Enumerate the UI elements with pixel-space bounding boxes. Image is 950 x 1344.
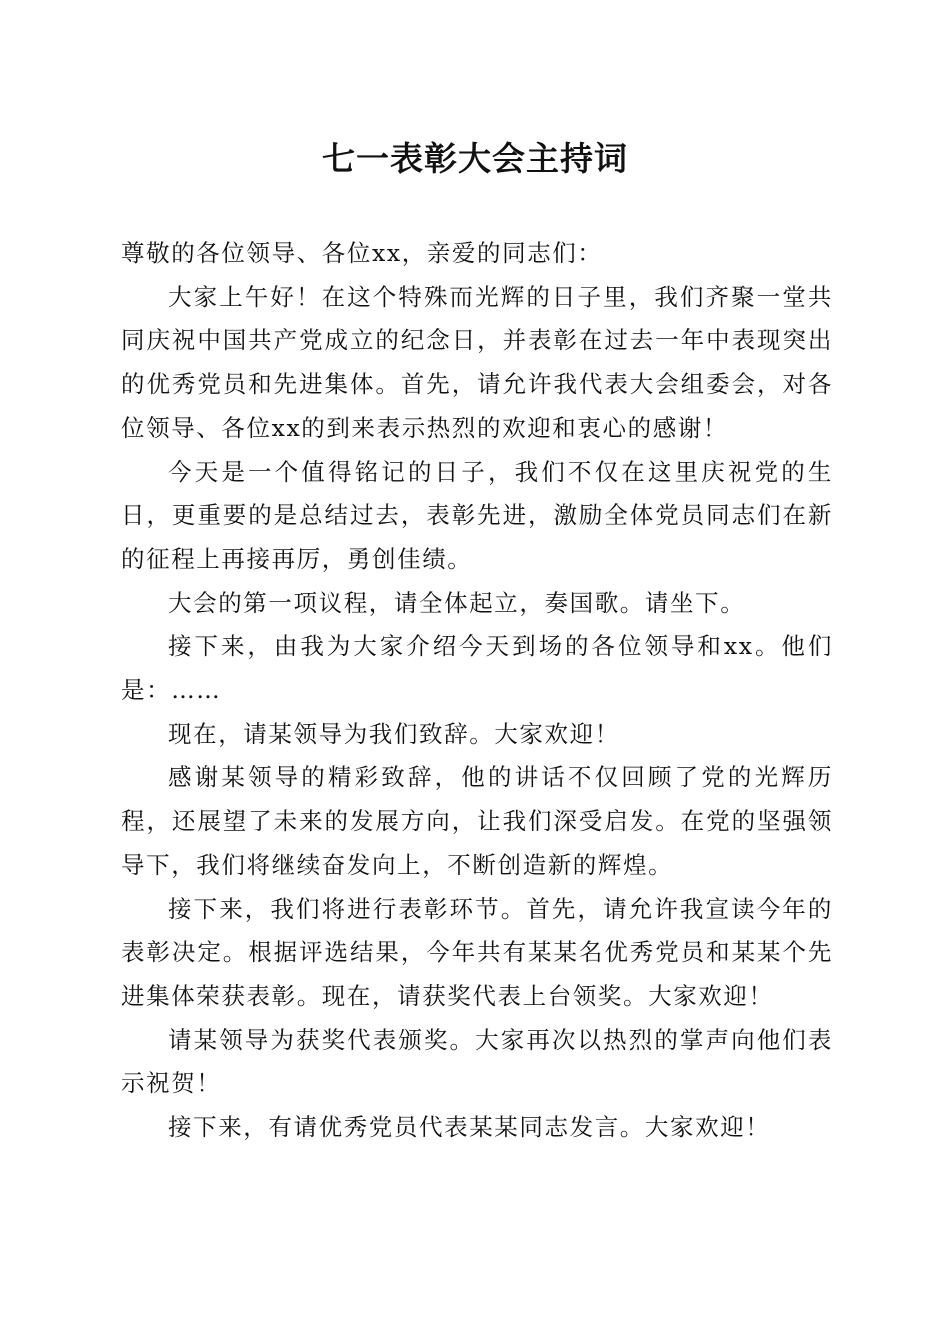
salutation-paragraph: 尊敬的各位领导、各位xx，亲爱的同志们： — [121, 239, 603, 267]
paragraph-introduce-leaders: 接下来，由我为大家介绍今天到场的各位领导和xx。他们是：…… — [121, 632, 833, 705]
paragraph-representative-speech: 接下来，有请优秀党员代表某某同志发言。大家欢迎！ — [168, 1113, 771, 1142]
paragraph-award-presentation: 请某领导为获奖代表颁奖。大家再次以热烈的掌声向他们表示祝贺！ — [121, 1025, 833, 1098]
paragraph-thanks-speech: 感谢某领导的精彩致辞，他的讲话不仅回顾了党的光辉历程，还展望了未来的发展方向，让我们深受启发。在党的坚强领导下，我们将继续奋发向上，不断创造新的辉煌。 — [121, 763, 833, 879]
paragraph-significance: 今天是一个值得铭记的日子，我们不仅在这里庆祝党的生日，更重要的是总结过去，表彰先进，激励全体党员同志们在新的征程上再接再厉，勇创佳绩。 — [121, 457, 833, 573]
document-title: 七一表彰大会主持词 — [322, 139, 628, 178]
paragraph-commendation: 接下来，我们将进行表彰环节。首先，请允许我宣读今年的表彰决定。根据评选结果，今年共有某某名优秀党员和某某个先进集体荣获表彰。现在，请获奖代表上台领奖。大家欢迎！ — [121, 894, 833, 1010]
paragraph-anthem: 大会的第一项议程，请全体起立，奏国歌。请坐下。 — [168, 588, 746, 617]
paragraph-greeting: 大家上午好！在这个特殊而光辉的日子里，我们齐聚一堂共同庆祝中国共产党成立的纪念日，并表彰在过去一年中表现突出的优秀党员和先进集体。首先，请允许我代表大会组委会，对各位领导、各位xx的到来表示热烈的欢迎和衷心的感谢！ — [121, 282, 833, 442]
paragraph-leader-speech: 现在，请某领导为我们致辞。大家欢迎！ — [168, 719, 620, 748]
document-body — [121, 232, 833, 1150]
